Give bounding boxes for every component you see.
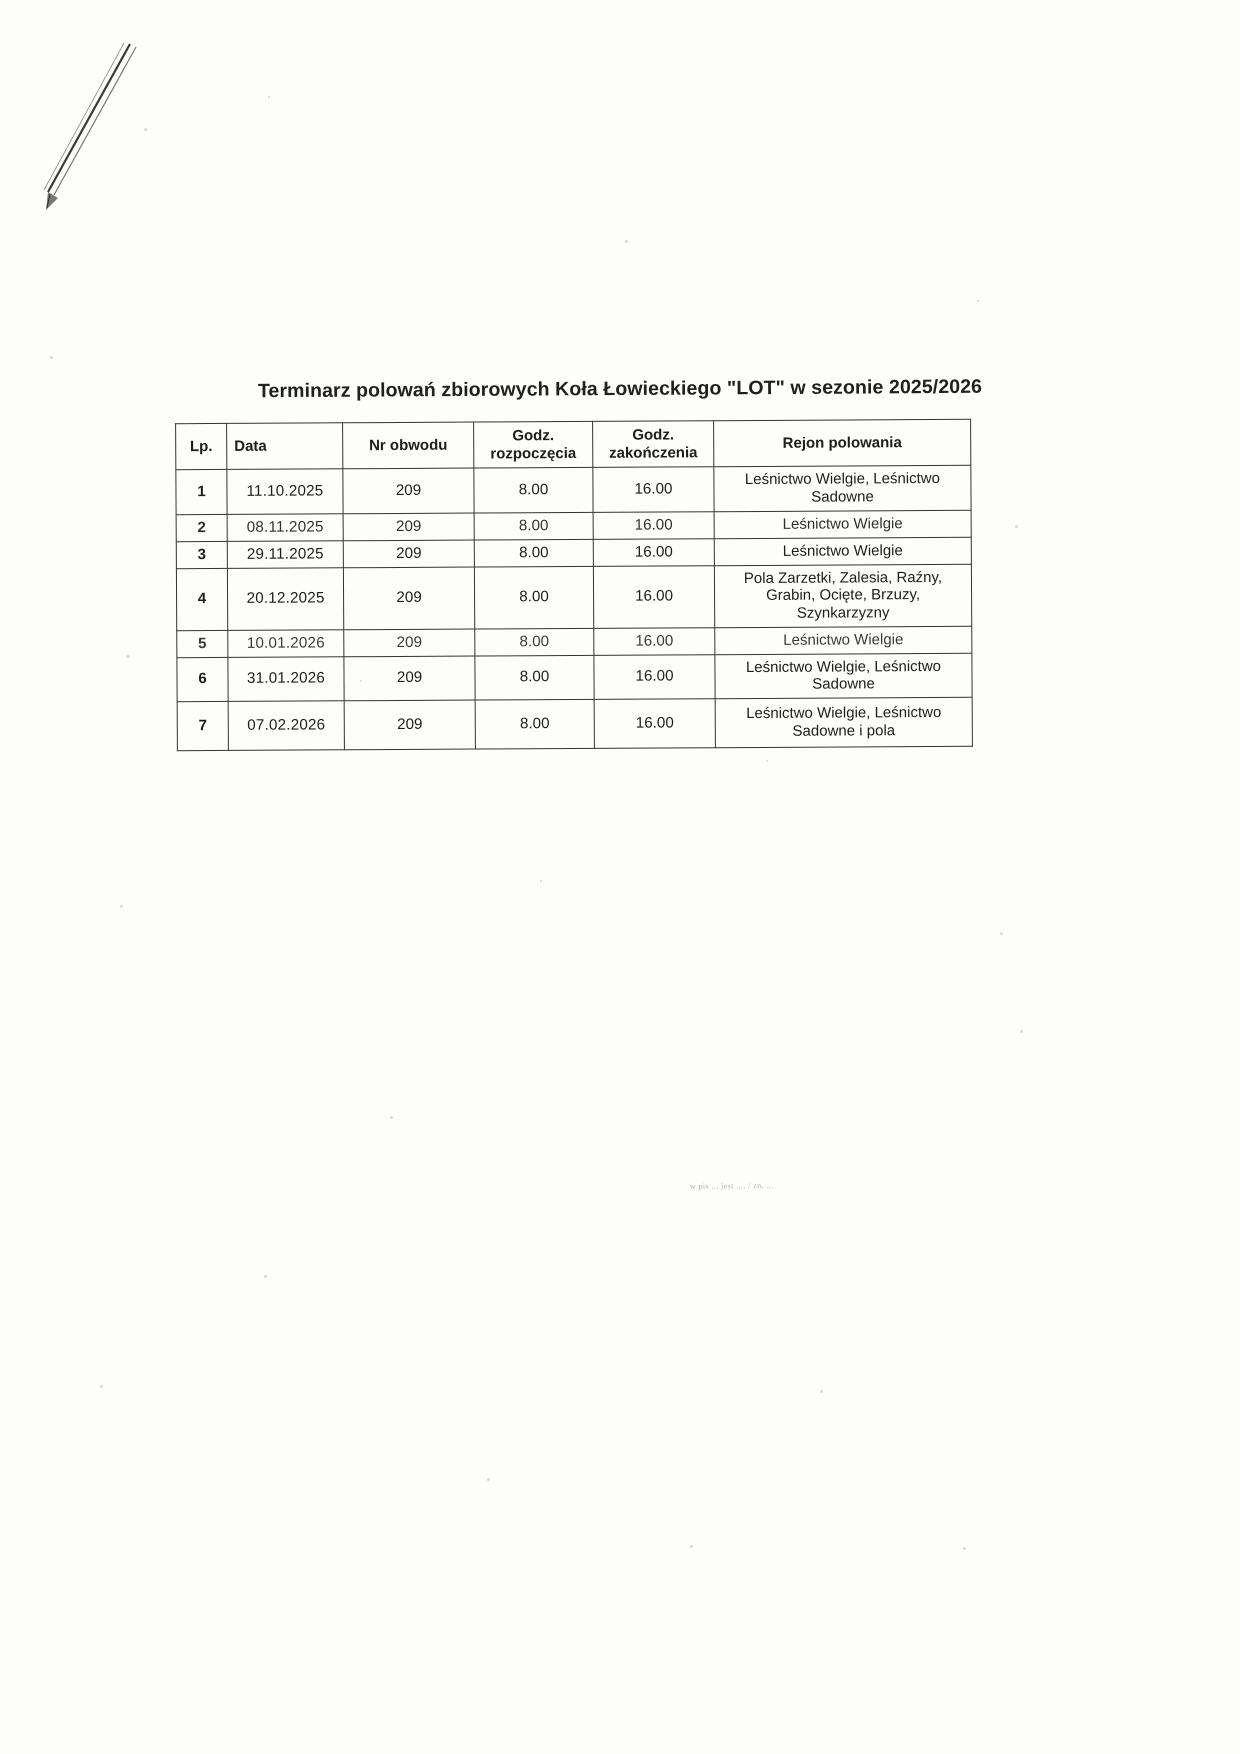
cell-end-time: 16.00: [594, 627, 715, 655]
cell-lp: 7: [177, 701, 228, 750]
ink-smudge-text: w pis ... jest .... / zn. ...: [689, 1180, 774, 1191]
cell-region: Leśnictwo Wielgie: [715, 626, 972, 654]
table-header: [176, 419, 971, 470]
cell-district: 209: [343, 567, 474, 630]
cell-start-time: 8.00: [474, 539, 593, 567]
cell-district: 209: [344, 700, 475, 750]
cell-end-time: 16.00: [593, 467, 714, 512]
cell-region: Pola Zarzetki, Zalesia, Raźny, Grabin, Ocięte, Brzuzy, Szynkarzyzny: [714, 564, 971, 627]
cell-lp: 6: [177, 657, 228, 702]
scan-speck: [820, 1390, 823, 1393]
column-header-start-time: [474, 421, 593, 468]
cell-lp: 4: [176, 568, 227, 630]
scan-speck: [1020, 1030, 1023, 1033]
cell-lp: 2: [176, 514, 227, 541]
column-header-end-time: [593, 421, 714, 468]
table-row: [177, 653, 972, 702]
cell-date: 29.11.2025: [227, 540, 343, 568]
table-header-row: [176, 419, 971, 470]
cell-date: 08.11.2025: [227, 514, 343, 542]
table-row: [176, 510, 971, 541]
scan-speck: [268, 96, 270, 98]
scan-fold-mark-icon: [38, 42, 158, 212]
cell-region: Leśnictwo Wielgie, Leśnictwo Sadowne: [715, 653, 972, 699]
cell-start-time: 8.00: [475, 655, 594, 700]
cell-date: 07.02.2026: [228, 701, 344, 751]
cell-start-time: 8.00: [474, 566, 593, 629]
cell-region: Leśnictwo Wielgie: [714, 537, 971, 565]
column-header-start-time-line2: rozpoczęcia: [490, 444, 577, 463]
cell-start-time: 8.00: [474, 512, 593, 540]
scan-speck: [390, 1116, 393, 1119]
scan-speck: [690, 1545, 693, 1548]
column-header-lp: Lp.: [176, 423, 227, 470]
scan-speck: [625, 240, 628, 243]
cell-district: 209: [344, 629, 475, 657]
scan-speck: [487, 1478, 490, 1481]
table-body: [176, 466, 973, 751]
cell-date: 20.12.2025: [227, 567, 343, 630]
cell-date: 11.10.2025: [227, 469, 343, 514]
cell-date: 31.01.2026: [228, 656, 344, 701]
table-row: [176, 466, 971, 515]
cell-start-time: 8.00: [475, 699, 594, 749]
cell-end-time: 16.00: [594, 699, 715, 749]
table-row: [177, 697, 972, 750]
cell-district: 209: [343, 513, 474, 541]
page-title: Terminarz polowań zbiorowych Koła Łowieckiego "LOT" w sezonie 2025/2026: [257, 375, 983, 403]
scan-speck: [264, 1275, 267, 1278]
scan-speck: [1000, 932, 1003, 935]
scan-speck: [963, 1547, 966, 1550]
column-header-end-time-line2: zakończenia: [609, 443, 698, 462]
cell-district: 209: [343, 540, 474, 568]
cell-start-time: 8.00: [475, 628, 594, 656]
scan-speck: [977, 300, 979, 302]
hunt-schedule-table: [175, 419, 973, 751]
cell-end-time: 16.00: [594, 654, 715, 699]
scan-speck: [540, 880, 542, 882]
cell-end-time: 16.00: [593, 511, 714, 539]
cell-region: Leśnictwo Wielgie: [714, 510, 971, 538]
cell-district: 209: [344, 656, 475, 701]
column-header-date: Data: [227, 423, 343, 470]
column-header-start-time-line1: Godz.: [512, 427, 555, 445]
scan-speck: [50, 356, 53, 359]
cell-end-time: 16.00: [593, 538, 714, 566]
cell-end-time: 16.00: [593, 565, 714, 628]
cell-region: Leśnictwo Wielgie, Leśnictwo Sadowne i pola: [715, 697, 972, 747]
scan-speck: [766, 760, 768, 762]
cell-district: 209: [343, 468, 474, 513]
schedule-table-container: [175, 419, 973, 751]
scan-speck: [120, 905, 123, 908]
scan-speck: [144, 128, 147, 131]
cell-start-time: 8.00: [474, 468, 593, 513]
scan-speck: [1015, 525, 1018, 528]
scan-speck: [126, 655, 130, 658]
cell-region: Leśnictwo Wielgie, Leśnictwo Sadowne: [714, 466, 971, 512]
column-header-region: Rejon polowania: [714, 419, 971, 467]
cell-lp: 1: [176, 470, 227, 515]
column-header-district: Nr obwodu: [343, 422, 474, 469]
column-header-end-time-line1: Godz.: [632, 426, 675, 444]
cell-lp: 3: [176, 541, 227, 568]
table-row: [176, 564, 971, 631]
cell-date: 10.01.2026: [228, 629, 344, 657]
table-row: [177, 626, 972, 657]
scan-speck: [100, 1385, 103, 1388]
cell-lp: 5: [177, 630, 228, 657]
